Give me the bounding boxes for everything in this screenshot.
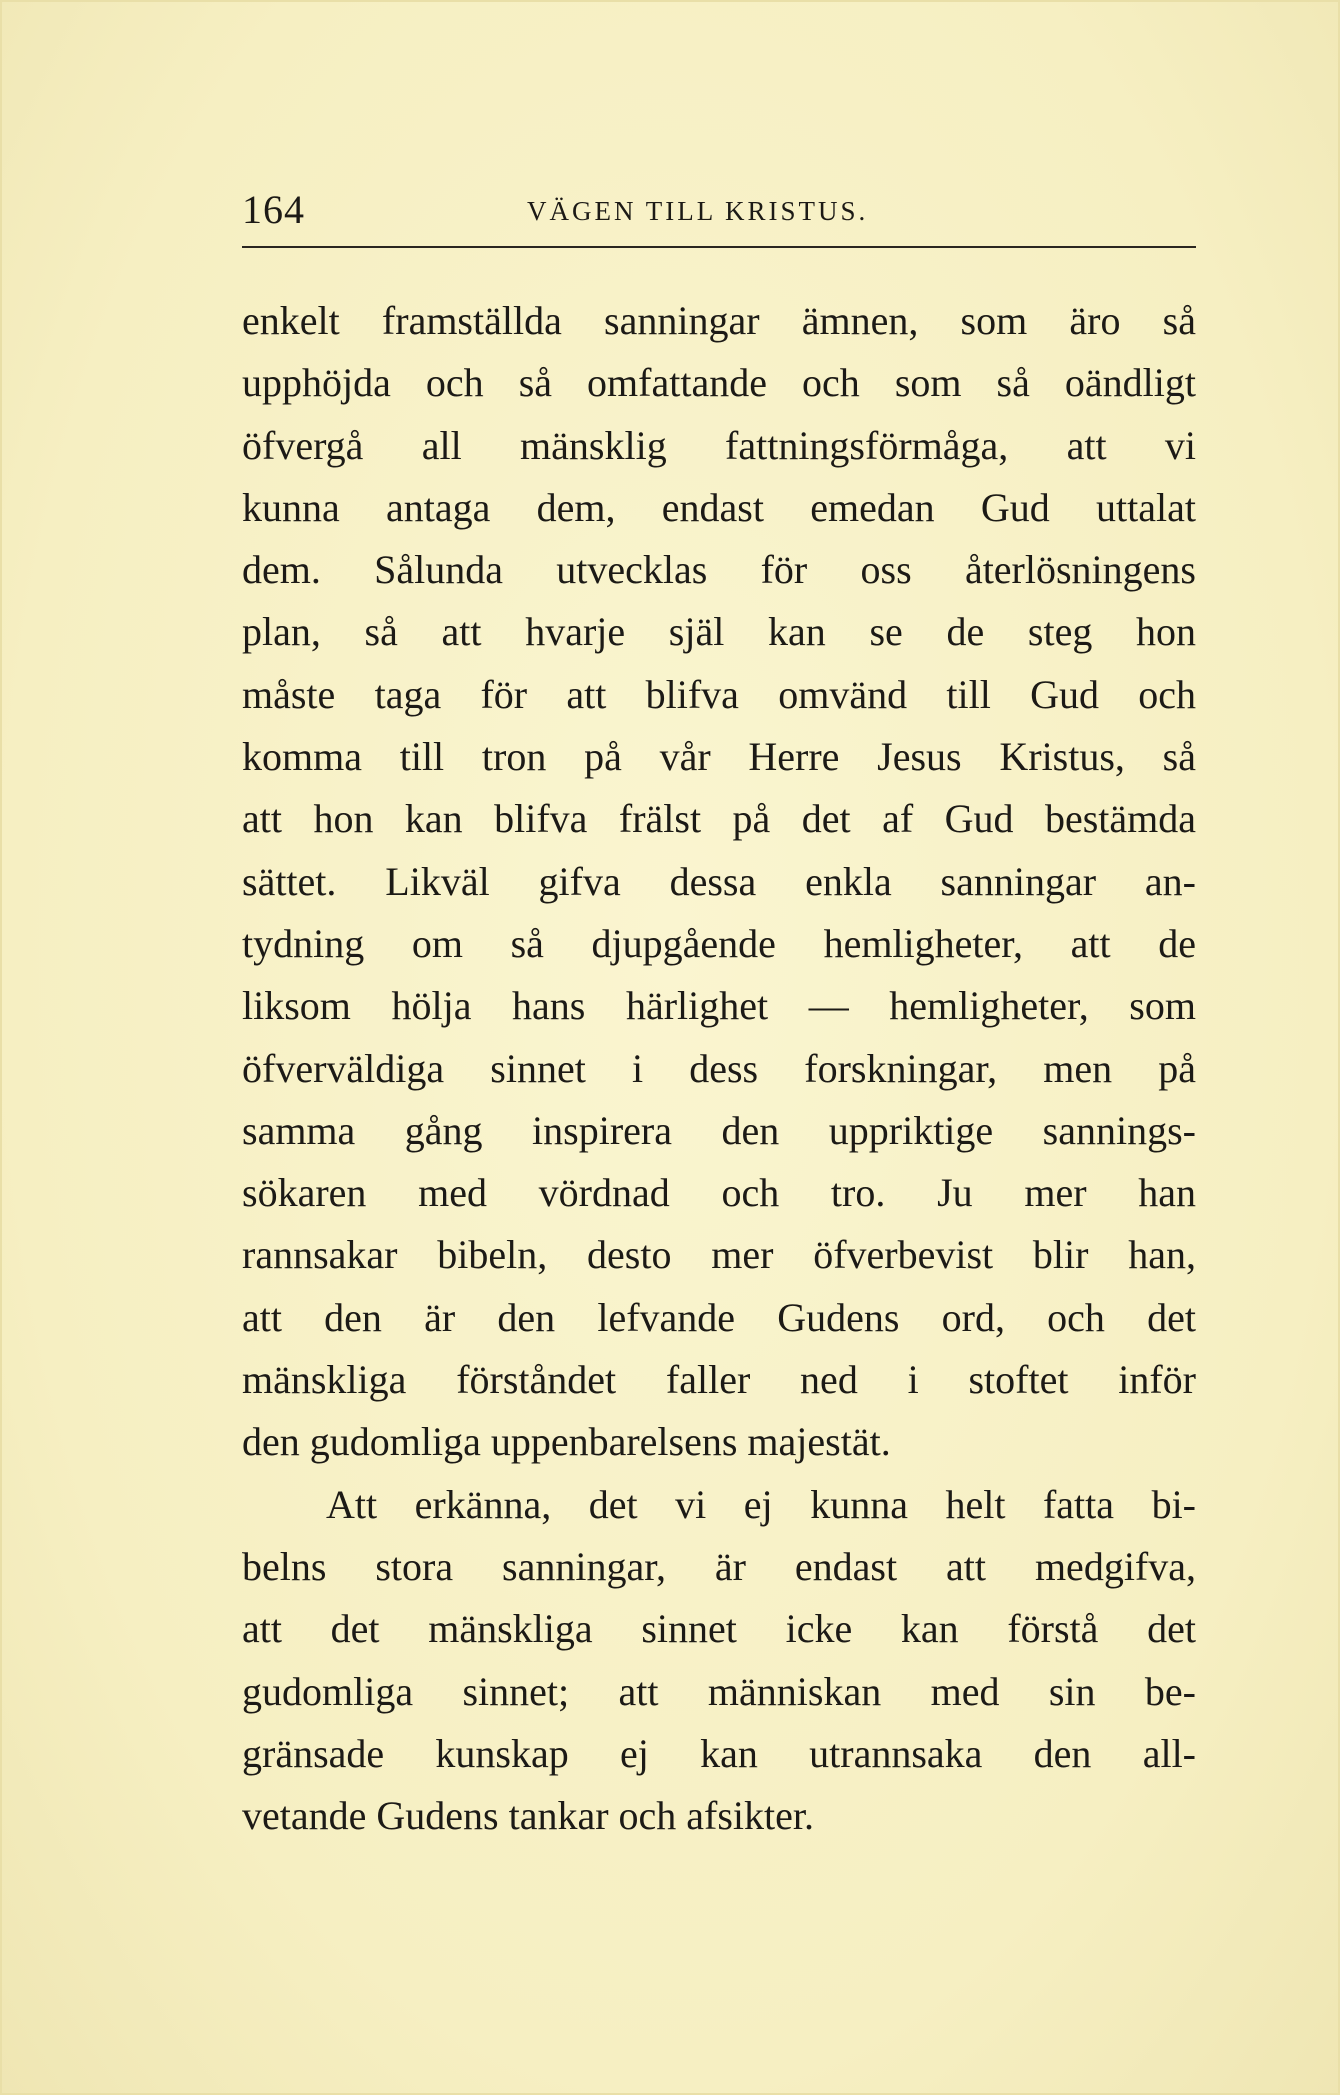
- body-text: [242, 290, 1196, 1847]
- text-line: Att erkänna, det vi ej kunna helt fatta bi-: [326, 1481, 1196, 1527]
- text-line: gränsade kunskap ej kan utrannsaka den all-: [242, 1730, 1196, 1776]
- text-line: öfverväldiga sinnet i dess forskningar, men på: [242, 1045, 1196, 1091]
- page-header: [242, 186, 1196, 236]
- text-line: att hon kan blifva frälst på det af Gud bestämda: [242, 796, 1196, 842]
- text-line: rannsakar bibeln, desto mer öfverbevist blir han,: [242, 1232, 1196, 1278]
- text-line: att den är den lefvande Gudens ord, och det: [242, 1294, 1196, 1340]
- header-rule: [242, 246, 1196, 248]
- text-line: liksom hölja hans härlighet — hemligheter, som: [242, 983, 1196, 1029]
- text-line: komma till tron på vår Herre Jesus Kristus, så: [242, 734, 1196, 780]
- text-line: samma gång inspirera den uppriktige sannings-: [242, 1107, 1196, 1153]
- text-line: belns stora sanningar, är endast att medgifva,: [242, 1543, 1196, 1589]
- text-line: att det mänskliga sinnet icke kan förstå det: [242, 1606, 1196, 1652]
- text-line: vetande Gudens tankar och afsikter.: [242, 1793, 815, 1839]
- text-line: tydning om så djupgående hemligheter, att de: [242, 920, 1196, 966]
- paragraph-1: [242, 290, 1196, 1474]
- text-line: gudomliga sinnet; att människan med sin be-: [242, 1668, 1196, 1714]
- text-line: dem. Sålunda utvecklas för oss återlösningens: [242, 547, 1196, 593]
- text-line: sökaren med vördnad och tro. Ju mer han: [242, 1170, 1196, 1216]
- text-line: måste taga för att blifva omvänd till Gud och: [242, 671, 1196, 717]
- text-line: sättet. Likväl gifva dessa enkla sanningar an-: [242, 858, 1196, 904]
- text-line: enkelt framställda sanningar ämnen, som äro så: [242, 298, 1196, 343]
- text-line: öfvergå all mänsklig fattningsförmåga, att vi: [242, 422, 1196, 468]
- page-number: 164: [242, 187, 305, 232]
- text-line: den gudomliga uppenbarelsens majestät.: [242, 1419, 891, 1465]
- text-line: kunna antaga dem, endast emedan Gud uttalat: [242, 484, 1196, 530]
- text-line: mänskliga förståndet faller ned i stoftet inför: [242, 1357, 1196, 1403]
- paragraph-2: [242, 1474, 1196, 1848]
- running-title: VÄGEN TILL KRISTUS.: [527, 196, 869, 226]
- text-line: upphöjda och så omfattande och som så oändligt: [242, 360, 1196, 406]
- text-line: plan, så att hvarje själ kan se de steg hon: [242, 609, 1196, 655]
